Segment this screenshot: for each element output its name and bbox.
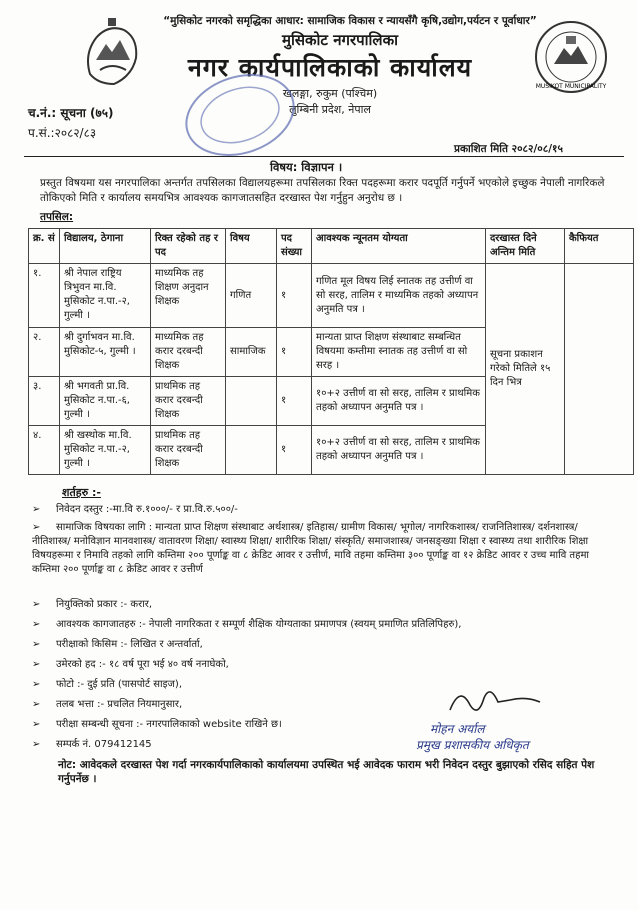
cell-subject: गणित	[226, 264, 277, 328]
cell-qualification: गणित मूल विषय लिई स्नातक तह उत्तीर्ण वा सो सरह, तालिम र माध्यमिक तहको अध्यापन अनुमति पत्र ।	[312, 264, 486, 328]
cell-count: १	[277, 328, 312, 377]
cell-remarks	[565, 264, 634, 475]
condition-item: ➢ नियुक्तिको प्रकार :- करार,	[32, 599, 153, 610]
cell-school: श्री दुर्गाभवन मा.वि. मुसिकोट-५, गुल्मी ।	[60, 328, 151, 377]
col-subject: विषय	[226, 229, 277, 264]
table-header-row	[29, 229, 634, 264]
cell-count: १	[277, 377, 312, 426]
header-divider	[24, 156, 624, 157]
cell-sn: २.	[29, 328, 60, 377]
cell-sn: ३.	[29, 377, 60, 426]
arrow-icon: ➢	[32, 619, 41, 630]
tapsil-label: तपसिल:	[40, 211, 74, 223]
arrow-icon: ➢	[32, 659, 41, 670]
cell-school: श्री खस्थोक मा.वि. मुसिकोट न.पा.-२, गुल्मी ।	[60, 426, 151, 475]
office-stamp	[180, 70, 300, 160]
col-deadline: दरखास्त दिने अन्तिम मिति	[486, 229, 565, 264]
condition-item: ➢ आवश्यक कागजातहरु :- नेपाली नागरिकता र सम्पूर्ण शैक्षिक योग्यताका प्रमाणपत्र (स्वयम् प्रमाणित प्रतिलिपिहरु),	[32, 619, 462, 630]
subject-line: विषय: विज्ञापन ।	[270, 160, 343, 174]
cell-school: श्री भगवती प्रा.वि. मुसिकोट न.पा.-६, गुल्मी ।	[60, 377, 151, 426]
note-text: नोट: आवेदकले दरखास्त पेश गर्दा नगरकार्यपालिकाको कार्यालयमा उपस्थित भई आवेदक फाराम भरी निवेदन दस्तुर बुझाएको रसिद सहित पेश गर्नुपर्नेछ ।	[58, 759, 595, 785]
cell-post: प्राथमिक तह करार दरबन्दी शिक्षक	[151, 377, 226, 426]
col-post: रिक्त रहेको तह र पद	[151, 229, 226, 264]
vacancy-table	[28, 228, 634, 475]
published-date: प्रकाशित मिति २०८२/०८/१५	[454, 143, 563, 155]
nepal-emblem-logo	[80, 14, 144, 94]
arrow-icon: ➢	[32, 504, 41, 515]
arrow-icon: ➢	[32, 522, 41, 533]
col-remarks: कैफियत	[565, 229, 634, 264]
cell-post: माध्यमिक तह करार दरबन्दी शिक्षक	[151, 328, 226, 377]
address-line-1: खलङ्गा, रुकुम (पश्चिम)	[282, 87, 378, 100]
condition-item: ➢ परीक्षाको किसिम :- लिखित र अन्तर्वार्ता,	[32, 639, 203, 650]
office-title: नगर कार्यपालिकाको कार्यालय	[187, 53, 473, 82]
arrow-icon: ➢	[32, 739, 41, 750]
municipality-emblem	[532, 18, 610, 96]
arrow-icon: ➢	[32, 599, 41, 610]
signatory-title: प्रमुख प्रशासकीय अधिकृत	[416, 738, 529, 752]
cell-post: माध्यमिक तह शिक्षण अनुदान शिक्षक	[151, 264, 226, 328]
signatory-name: मोहन अर्याल	[430, 722, 485, 736]
cell-sn: १.	[29, 264, 60, 328]
condition-item: ➢ निवेदन दस्तुर :-मा.वि रु.१०००/- र प्रा.वि.रु.५००/-	[32, 504, 238, 515]
fiscal-year: प.सं.:२०८२/८३	[28, 126, 97, 140]
col-qualification: आवश्यक न्यूनतम योग्यता	[312, 229, 486, 264]
reference-number: च.नं.: सूचना (७५)	[28, 106, 114, 120]
col-sn: क्र. सं	[29, 229, 60, 264]
cell-deadline: सूचना प्रकाशन गरेको मितिले १५ दिन भित्र	[486, 264, 565, 475]
arrow-icon: ➢	[32, 679, 41, 690]
signature-icon	[440, 680, 550, 720]
conditions-title: शर्तहरु :-	[62, 486, 101, 499]
cell-count: १	[277, 264, 312, 328]
condition-item: ➢ सम्पर्क नं. 079412145	[32, 739, 152, 750]
condition-item: ➢ फोटो :- दुई प्रति (पासपोर्ट साइज),	[32, 679, 183, 690]
condition-item: ➢ तलब भत्ता :- प्रचलित नियमानुसार,	[32, 699, 183, 710]
cell-qualification: मान्यता प्राप्त शिक्षण संस्थाबाट सम्बन्धित विषयमा कम्तीमा स्नातक तह उत्तीर्ण वा सो सरह ।	[312, 328, 486, 377]
address-line-2: लुम्बिनी प्रदेश, नेपाल	[289, 103, 371, 116]
arrow-icon: ➢	[32, 719, 41, 730]
slogan: “मुसिकोट नगरको समृद्धिका आधार: सामाजिक विकास र न्यायसँगै कृषि,उद्योग,पर्यटन र पूर्वाधार”	[163, 15, 537, 27]
municipality-name: मुसिकोट नगरपालिका	[282, 31, 398, 49]
emblem-text: MUSIKOT MUNICIPALITY	[535, 83, 607, 90]
cell-count: १	[277, 426, 312, 475]
arrow-icon: ➢	[32, 699, 41, 710]
col-school: विद्यालय, ठेगाना	[60, 229, 151, 264]
cell-school: श्री नेपाल राष्ट्रिय त्रिभुवन मा.वि. मुसिकोट न.पा.-२, गुल्मी ।	[60, 264, 151, 328]
cell-subject	[226, 377, 277, 426]
cell-subject: सामाजिक	[226, 328, 277, 377]
col-count: पद संख्या	[277, 229, 312, 264]
cell-qualification: १०+२ उत्तीर्ण वा सो सरह, तालिम र प्राथमिक तहको अध्यापन अनुमति पत्र ।	[312, 426, 486, 475]
intro-paragraph: प्रस्तुत विषयमा यस नगरपालिका अन्तर्गत तपसिलका विद्यालयहरूमा तपसिलका रिक्त पदहरूमा करार पदपूर्ति गर्नुपर्ने भएकोले इच्छुक नेपाली नागरिकले तोकिएको मिति र कार्यालय समयभित्र आवश्यक कागजातसहित दरखास्त पेश गर्नुहुन अनुरोध छ ।	[40, 177, 605, 204]
cell-subject	[226, 426, 277, 475]
arrow-icon: ➢	[32, 639, 41, 650]
condition-item: ➢ परीक्षा सम्बन्धी सूचना :- नगरपालिकाको website राखिने छ।	[32, 719, 282, 730]
condition-item: ➢ सामाजिक विषयका लागि : मान्यता प्राप्त शिक्षण संस्थाबाट अर्थशास्त्र/ इतिहास/ ग्रामीण विकास/ भूगोल/ नागरिकशास्त्र/ राजनितिशास्त्र/ दर्शनशास्त्र/ नीतिशास्त्र/ मनोविज्ञान मानवशास्त्र/ वातावरण शिक्षा/ स्वास्थ्य शिक्षा/ शारीरिक शिक्षा/ संस्कृति/ समाजशास्त्र/ जनसङ्ख्या शिक्षा र स्वास्थ्य तथा शारीरिक शिक्षा विषयहरूमा र निमावि तहको लागि कम्तिमा २०० पूर्णाङ्क वा ८ क्रेडिट आवर र उत्तीर्ण, मावि तहमा कम्तिमा ३०० पूर्णाङ्क वा १२ क्रेडिट आवर र उच्च मावि तहमा कम्तिमा २०० पूर्णाङ्क वा ८ क्रेडिट आवर र उत्तीर्ण	[32, 522, 590, 575]
cell-qualification: १०+२ उत्तीर्ण वा सो सरह, तालिम र प्राथमिक तहको अध्यापन अनुमति पत्र ।	[312, 377, 486, 426]
cell-post: प्राथमिक तह करार दरबन्दी शिक्षक	[151, 426, 226, 475]
condition-item: ➢ उमेरको हद :- १८ वर्ष पूरा भई ४० वर्ष ननाघेको,	[32, 659, 229, 670]
cell-sn: ४.	[29, 426, 60, 475]
table-row	[29, 264, 634, 328]
